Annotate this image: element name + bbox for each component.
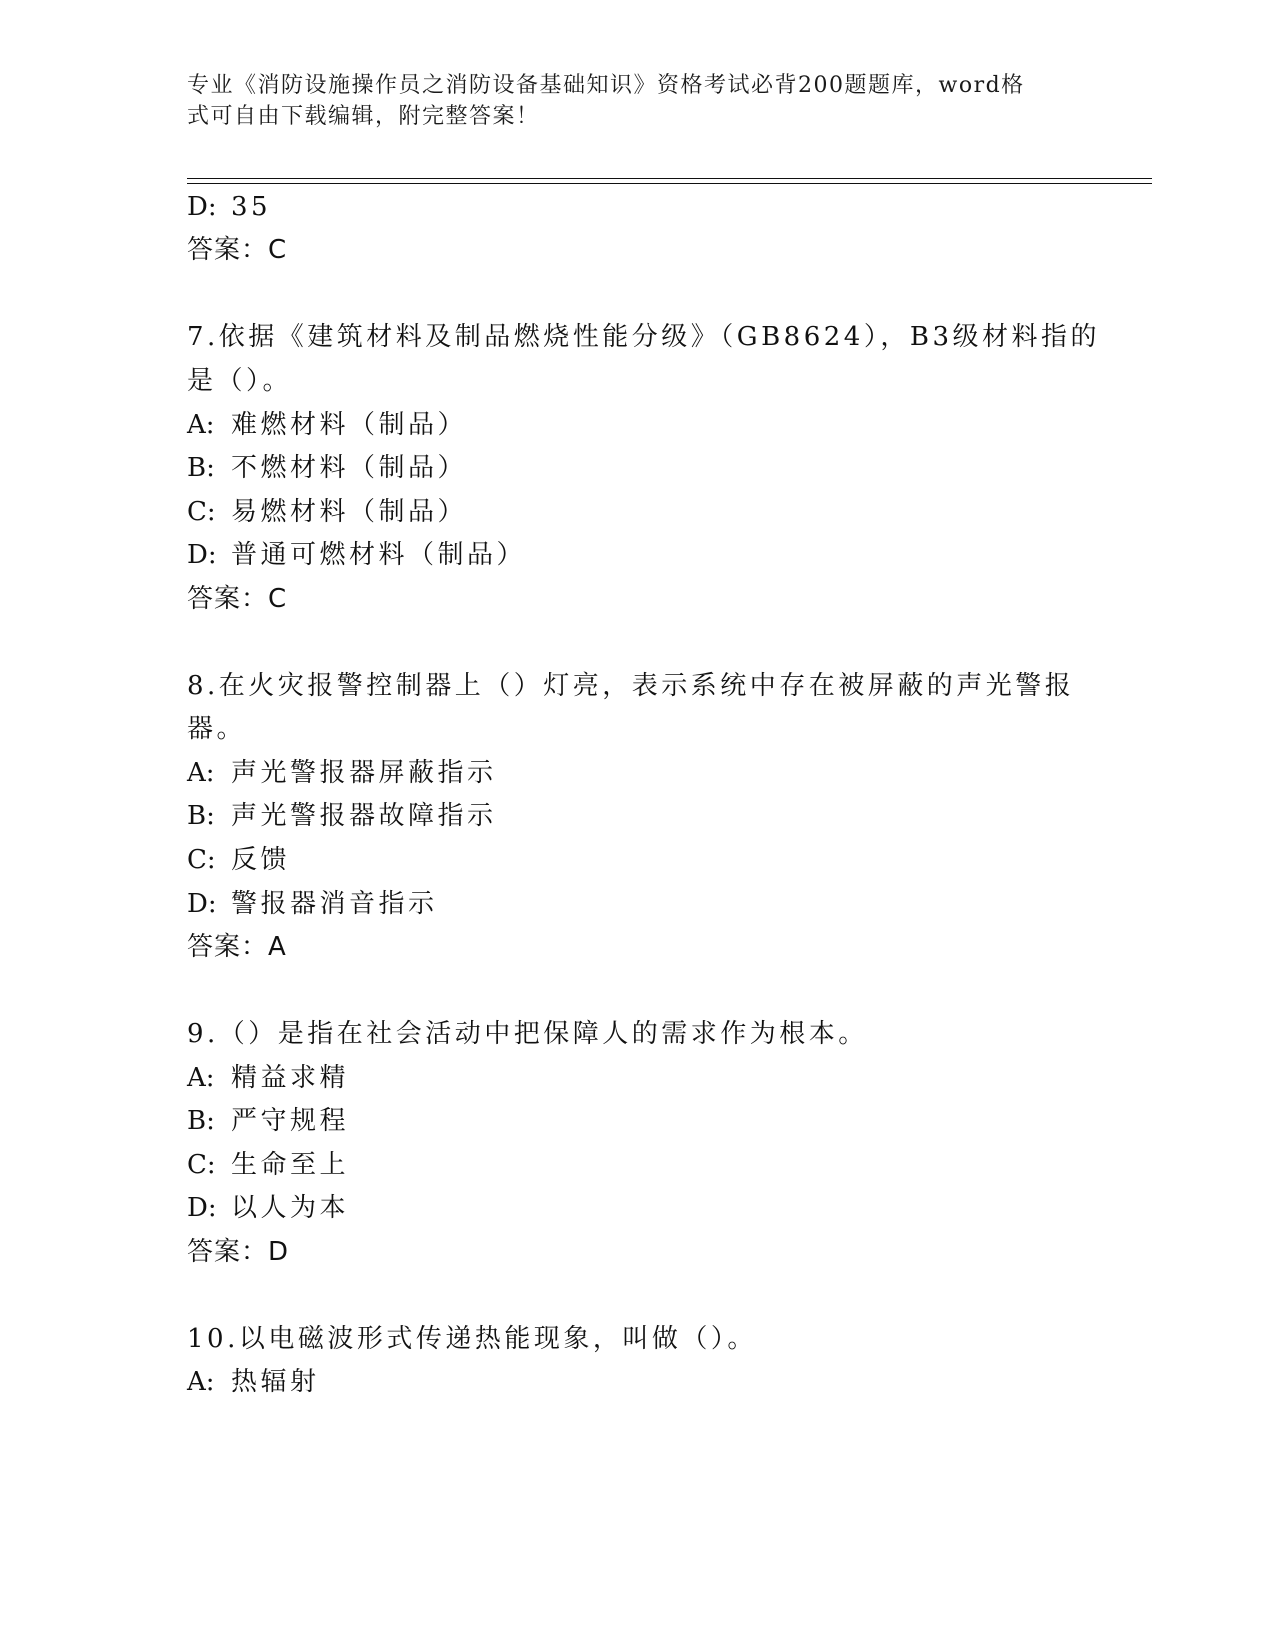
option-label: A: [187, 758, 215, 788]
question-10-option-a [187, 1367, 1087, 1397]
question-9-option-c [187, 1150, 1087, 1180]
option-label: A: [187, 1367, 215, 1397]
question-7-option-d [187, 540, 1087, 570]
question-8-answer: 答案：A [187, 932, 287, 962]
answer-line: 答案：C [187, 235, 288, 265]
question-7-option-b [187, 453, 1087, 483]
question-8-stem-line-2: 器。 [187, 714, 247, 744]
option-label: D: [187, 192, 217, 222]
option-label: C: [187, 497, 216, 527]
question-7-option-c [187, 497, 1087, 527]
header-line-2: 式可自由下载编辑，附完整答案！ [187, 104, 540, 129]
question-7-stem-line-2: 是（）。 [187, 366, 293, 396]
option-text: 35 [231, 192, 272, 222]
option-text: 严守规程 [231, 1106, 350, 1136]
question-8-option-c [187, 845, 1087, 875]
option-label: A: [187, 1063, 215, 1093]
question-8-option-d [187, 889, 1087, 919]
option-label: B: [187, 453, 215, 483]
option-text: 易燃材料（制品） [231, 497, 468, 527]
option-text: 声光警报器故障指示 [231, 801, 497, 831]
question-7-stem-line-1: 7.依据《建筑材料及制品燃烧性能分级》（GB8624），B3级材料指的 [187, 322, 1100, 352]
option-label: D: [187, 889, 217, 919]
option-text: 普通可燃材料（制品） [231, 540, 527, 570]
option-label: A: [187, 410, 215, 440]
option-text: 生命至上 [231, 1150, 350, 1180]
option-label: B: [187, 801, 215, 831]
option-d [187, 192, 1087, 222]
option-label: D: [187, 540, 217, 570]
option-text: 以人为本 [231, 1193, 350, 1223]
option-text: 反馈 [231, 845, 291, 875]
document-header [187, 70, 1067, 132]
header-line-1: 专业《消防设施操作员之消防设备基础知识》资格考试必背200题题库，word格 [187, 73, 1025, 98]
header-divider-top [187, 178, 1152, 179]
question-7-option-a [187, 410, 1087, 440]
question-9-option-d [187, 1193, 1087, 1223]
option-label: B: [187, 1106, 215, 1136]
question-9-answer: 答案：D [187, 1237, 290, 1267]
header-divider-bottom [187, 183, 1152, 184]
question-9-option-a [187, 1063, 1087, 1093]
option-text: 难燃材料（制品） [231, 410, 468, 440]
option-label: C: [187, 1150, 216, 1180]
question-9-option-b [187, 1106, 1087, 1136]
option-text: 警报器消音指示 [231, 889, 438, 919]
question-8-option-b [187, 801, 1087, 831]
option-text: 精益求精 [231, 1063, 350, 1093]
option-label: C: [187, 845, 216, 875]
question-8-stem-line-1: 8.在火灾报警控制器上（）灯亮，表示系统中存在被屏蔽的声光警报 [187, 671, 1075, 701]
option-text: 热辐射 [231, 1367, 320, 1397]
option-text: 不燃材料（制品） [231, 453, 468, 483]
question-7-answer: 答案：C [187, 584, 288, 614]
option-text: 声光警报器屏蔽指示 [231, 758, 497, 788]
question-10-stem: 10.以电磁波形式传递热能现象，叫做（）。 [187, 1324, 757, 1354]
question-8-option-a [187, 758, 1087, 788]
question-9-stem: 9.（）是指在社会活动中把保障人的需求作为根本。 [187, 1019, 868, 1049]
option-label: D: [187, 1193, 217, 1223]
